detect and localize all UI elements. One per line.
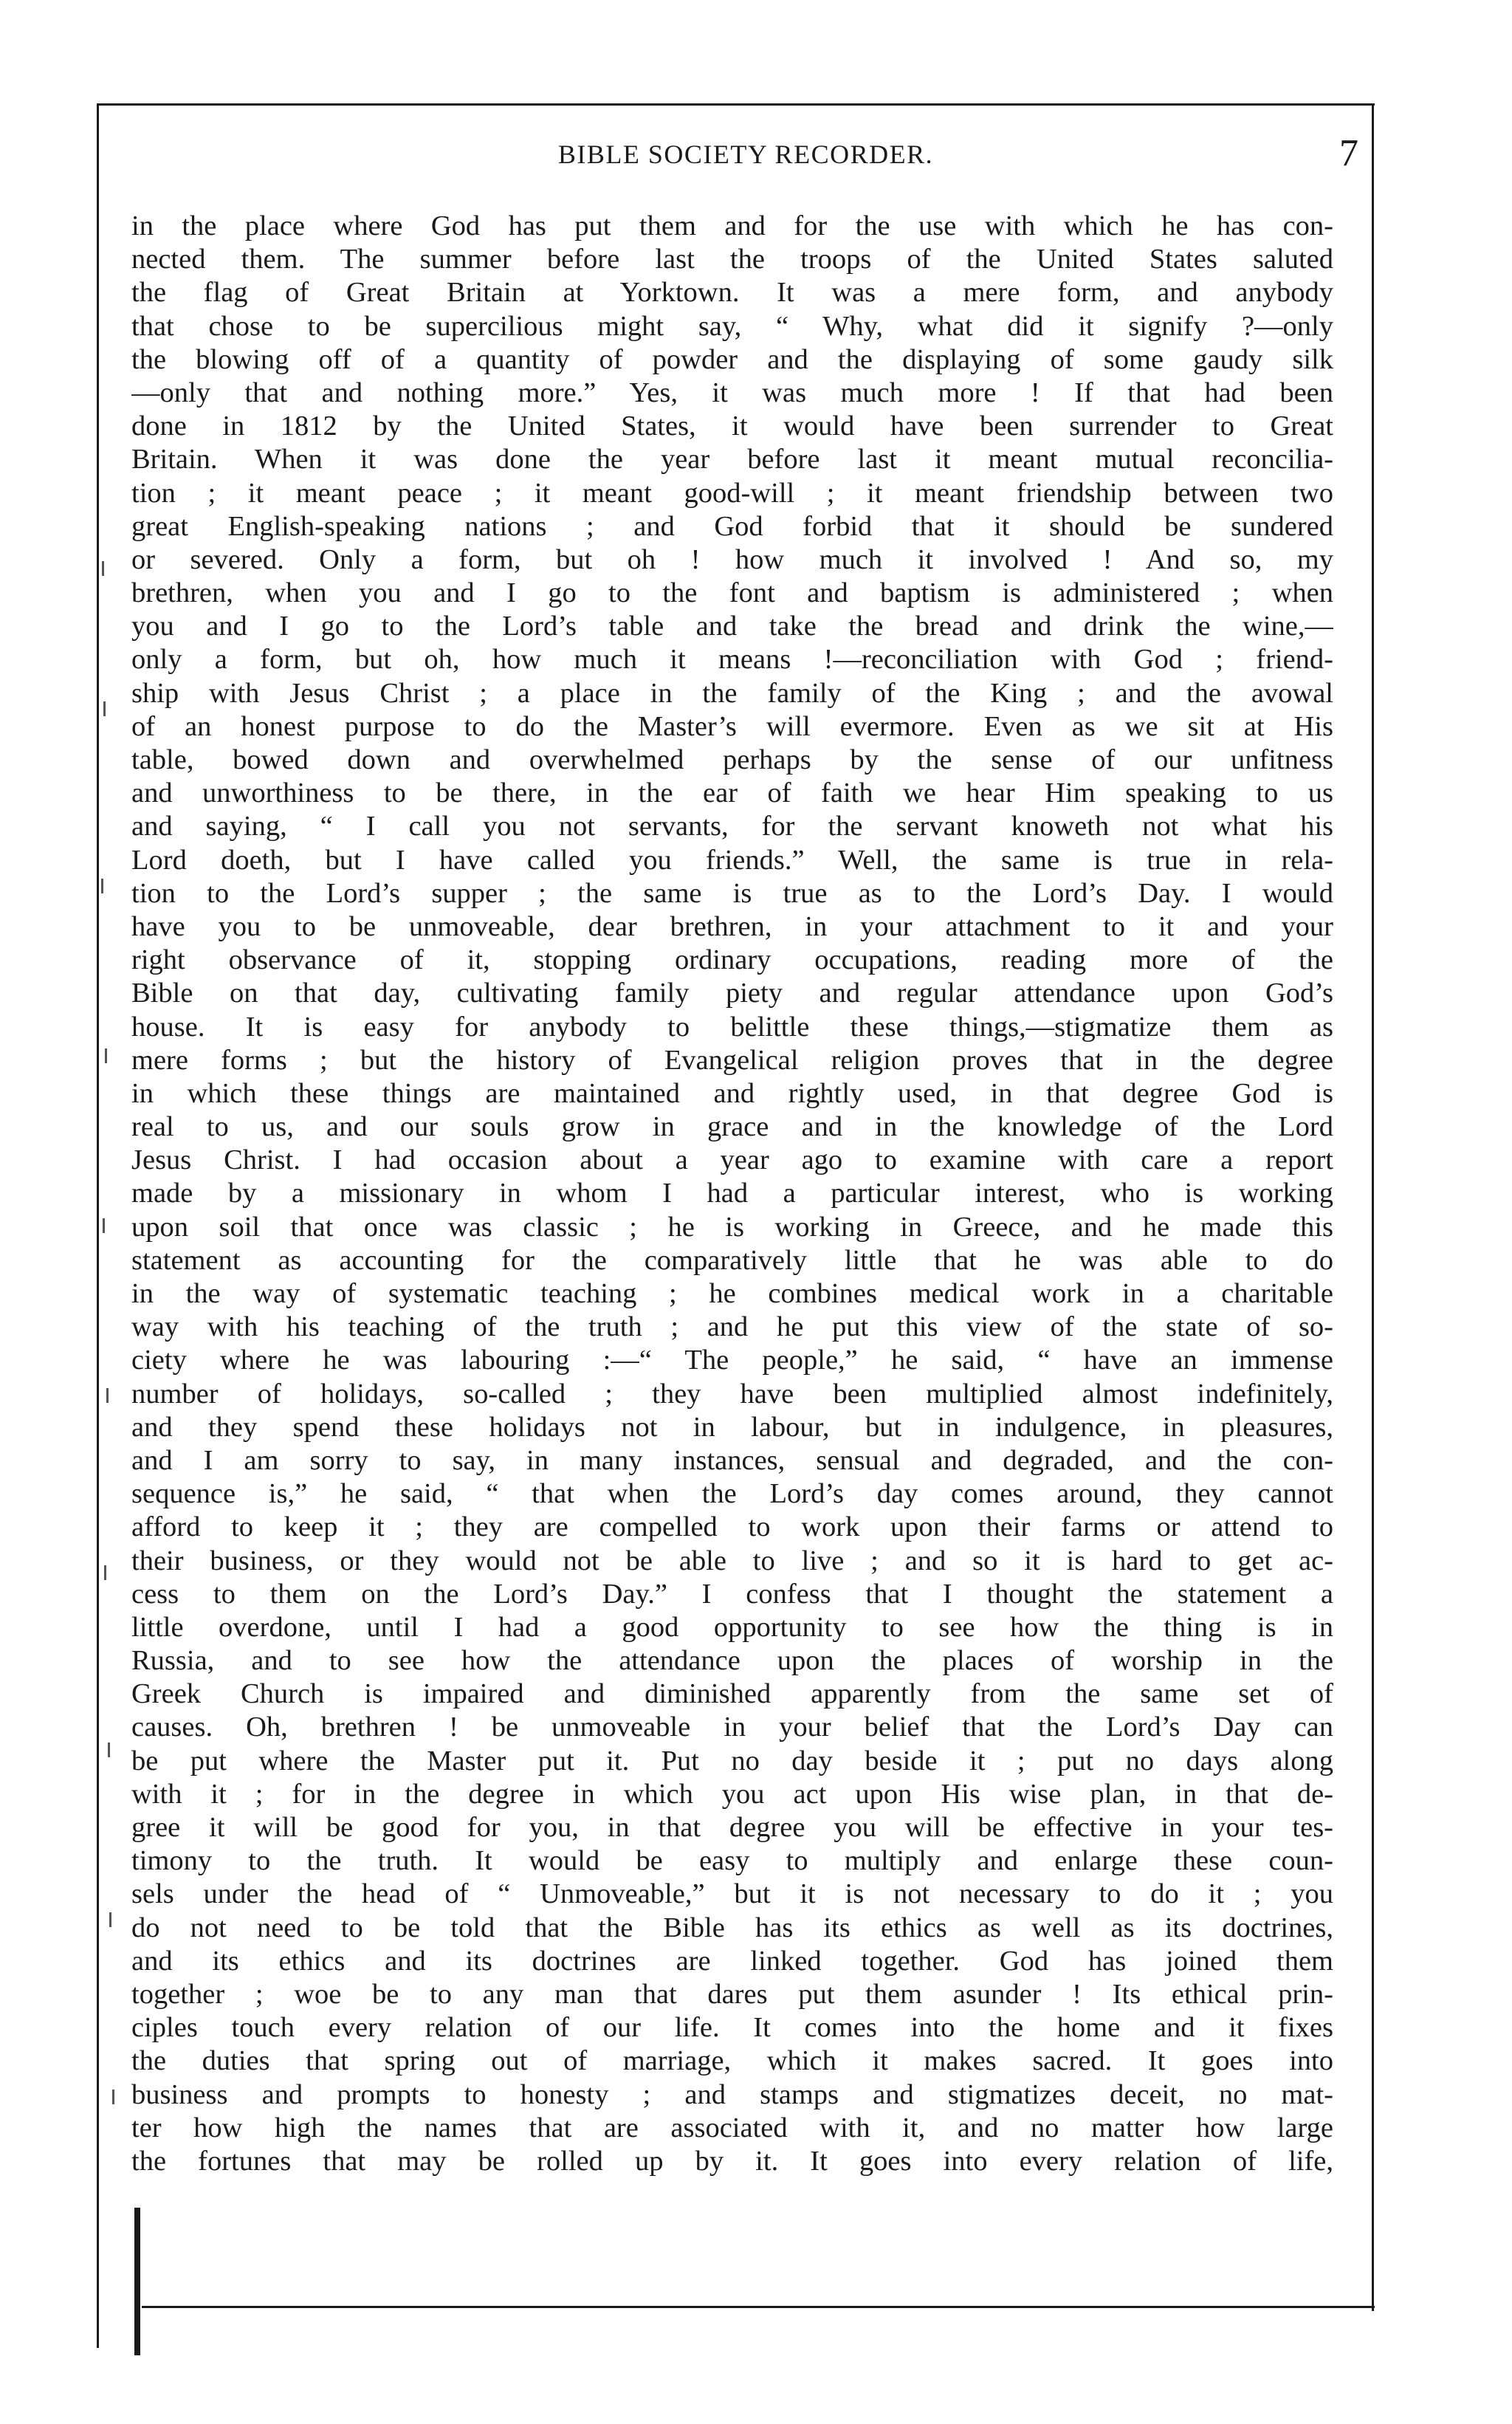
text-line: way with his teaching of the truth ; and he put this view of the state of so-	[131, 1311, 1333, 1343]
running-title: BIBLE SOCIETY RECORDER.	[557, 140, 934, 169]
text-line: made by a missionary in whom I had a particular interest, who is working	[131, 1178, 1333, 1209]
text-line: have you to be unmoveable, dear brethren, in your attachment to it and your	[131, 910, 1333, 942]
text-line: tion ; it meant peace ; it meant good-will ; it meant friendship between two	[131, 477, 1333, 509]
page-number: 7	[1339, 132, 1358, 174]
text-line: together ; woe be to any man that dares put them asunder ! Its ethical prin-	[131, 1978, 1333, 2010]
text-line: nected them. The summer before last the troops of the United States saluted	[131, 244, 1333, 275]
text-line: in which these things are maintained and rightly used, in that degree God is	[131, 1077, 1333, 1109]
text-line: Bible on that day, cultivating family piety and regular attendance upon God’s	[131, 978, 1333, 1009]
text-line: Russia, and to see how the attendance upon the places of worship in the	[131, 1645, 1333, 1677]
text-line: tion to the Lord’s supper ; the same is true as to the Lord’s Day. I would	[131, 877, 1333, 909]
text-line: business and prompts to honesty ; and stamps and stigmatizes deceit, no mat-	[131, 2078, 1333, 2110]
text-line: upon soil that once was classic ; he is working in Greece, and he made this	[131, 1211, 1333, 1243]
text-line: Lord doeth, but I have called you friends.” Well, the same is true in rela-	[131, 844, 1333, 876]
text-line: Jesus Christ. I had occasion about a year ago to examine with care a report	[131, 1144, 1333, 1176]
text-line: ter how high the names that are associated with it, and no matter how large	[131, 2112, 1333, 2143]
left-lower-thick-rule	[134, 2208, 140, 2355]
text-line: and unworthiness to be there, in the ear of faith we hear Him speaking to us	[131, 777, 1333, 809]
text-line: ship with Jesus Christ ; a place in the family of the King ; and the avowal	[131, 677, 1333, 709]
text-line: and they spend these holidays not in labour, but in indulgence, in pleasures,	[131, 1411, 1333, 1443]
text-line: mere forms ; but the history of Evangelical religion proves that in the degree	[131, 1044, 1333, 1076]
text-line: done in 1812 by the United States, it would have been surrender to Great	[131, 411, 1333, 442]
text-line: Britain. When it was done the year before last it meant mutual reconcilia-	[131, 444, 1333, 475]
text-line: table, bowed down and overwhelmed perhaps by the sense of our unfitness	[131, 744, 1333, 775]
text-line: number of holidays, so-called ; they have been multiplied almost indefinitely,	[131, 1378, 1333, 1410]
text-line: only a form, but oh, how much it means !—reconciliation with God ; friend-	[131, 644, 1333, 676]
text-line: sequence is,” he said, “ that when the Lord’s day comes around, they cannot	[131, 1478, 1333, 1510]
running-header	[133, 133, 1358, 177]
text-line: house. It is easy for anybody to belittle these things,—stigmatize them as	[131, 1011, 1333, 1043]
bottom-border-rule	[142, 2306, 1375, 2308]
text-line: the fortunes that may be rolled up by it. It goes into every relation of life,	[131, 2145, 1333, 2177]
text-line: their business, or they would not be able to live ; and so it is hard to get ac-	[131, 1545, 1333, 1576]
text-line: ciples touch every relation of our life. It comes into the home and it fixes	[131, 2012, 1333, 2044]
text-line: gree it will be good for you, in that degree you will be effective in your tes-	[131, 1812, 1333, 1843]
text-line: and saying, “ I call you not servants, for the servant knoweth not what his	[131, 811, 1333, 842]
top-border-rule	[97, 103, 1375, 106]
text-line: and I am sorry to say, in many instances, sensual and degraded, and the con-	[131, 1444, 1333, 1476]
text-line: Greek Church is impaired and diminished apparently from the same set of	[131, 1678, 1333, 1710]
left-margin-specks	[99, 532, 128, 2304]
text-line: sels under the head of “ Unmoveable,” but it is not necessary to do it ; you	[131, 1878, 1333, 1910]
text-line: be put where the Master put it. Put no day beside it ; put no days along	[131, 1745, 1333, 1776]
text-line: the duties that spring out of marriage, which it makes sacred. It goes into	[131, 2045, 1333, 2077]
text-line: of an honest purpose to do the Master’s will evermore. Even as we sit at His	[131, 710, 1333, 742]
body-text	[131, 210, 1333, 2178]
text-line: brethren, when you and I go to the font and baptism is administered ; when	[131, 577, 1333, 609]
text-line: little overdone, until I had a good opportunity to see how the thing is in	[131, 1611, 1333, 1643]
text-line: in the way of systematic teaching ; he combines medical work in a charitable	[131, 1278, 1333, 1309]
text-line: the flag of Great Britain at Yorktown. It was a mere form, and anybody	[131, 277, 1333, 309]
text-line: the blowing off of a quantity of powder and the displaying of some gaudy silk	[131, 343, 1333, 375]
text-line: causes. Oh, brethren ! be unmoveable in your belief that the Lord’s Day can	[131, 1711, 1333, 1743]
text-line: and its ethics and its doctrines are linked together. God has joined them	[131, 1945, 1333, 1977]
text-line: real to us, and our souls grow in grace and in the knowledge of the Lord	[131, 1111, 1333, 1143]
right-border-rule	[1372, 103, 1374, 2311]
text-line: cess to them on the Lord’s Day.” I confess that I thought the statement a	[131, 1578, 1333, 1610]
text-line: you and I go to the Lord’s table and take the bread and drink the wine,—	[131, 611, 1333, 642]
text-line: in the place where God has put them and for the use with which he has con-	[131, 210, 1333, 241]
text-line: statement as accounting for the comparatively little that he was able to do	[131, 1244, 1333, 1276]
text-line: ciety where he was labouring :—“ The people,” he said, “ have an immense	[131, 1345, 1333, 1376]
text-line: that chose to be supercilious might say, “ Why, what did it signify ?—only	[131, 310, 1333, 342]
text-line: or severed. Only a form, but oh ! how much it involved ! And so, my	[131, 543, 1333, 575]
text-line: —only that and nothing more.” Yes, it was much more ! If that had been	[131, 377, 1333, 408]
text-line: right observance of it, stopping ordinary occupations, reading more of the	[131, 944, 1333, 976]
text-line: do not need to be told that the Bible has its ethics as well as its doctrines,	[131, 1912, 1333, 1943]
text-line: afford to keep it ; they are compelled to work upon their farms or attend to	[131, 1511, 1333, 1543]
text-line: with it ; for in the degree in which you act upon His wise plan, in that de-	[131, 1778, 1333, 1810]
text-line: great English-speaking nations ; and God forbid that it should be sundered	[131, 510, 1333, 542]
text-line: timony to the truth. It would be easy to multiply and enlarge these coun-	[131, 1845, 1333, 1877]
